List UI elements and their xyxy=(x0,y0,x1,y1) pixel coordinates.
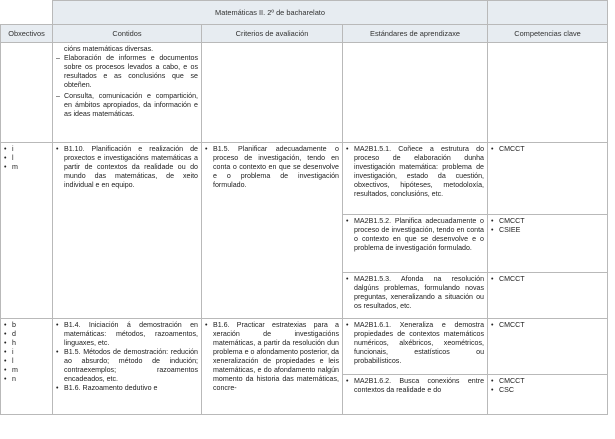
cell-competencias xyxy=(488,143,608,215)
table-title: Matemáticas II. 2º de bacharelato xyxy=(53,1,488,25)
list-item: • B1.4. Iniciación á demostración en matemáticas: métodos, razoamentos, linguaxes, etc. xyxy=(56,321,198,348)
list-item: • MA2B1.5.2. Planifica adecuadamente o proceso de investigación, tendo en conta o contexto en que se desenvolve e o problema de investigación formulado. xyxy=(346,217,484,253)
cell-criterios xyxy=(202,319,343,415)
list-item: • CSIEE xyxy=(491,226,604,235)
list-item: • B1.5. Métodos de demostración: redución ao absurdo; método de indución; contraexemplos; razoamentos encadeados, etc. xyxy=(56,348,198,384)
list-item: • i xyxy=(4,348,49,357)
list-item: • CMCCT xyxy=(491,145,604,154)
list-item: • i xyxy=(4,145,49,154)
col-header-competencias: Competencias clave xyxy=(488,25,608,43)
list-item: • m xyxy=(4,163,49,172)
cell-obxectivos xyxy=(1,43,53,143)
list-item: • l xyxy=(4,154,49,163)
list-item: • b xyxy=(4,321,49,330)
list-item: • MA2B1.6.1. Xeneraliza e demostra propiedades de contextos matemáticos numéricos, alxébricos, xeométricos, funcionais, estatísticos ou probabilísticos. xyxy=(346,321,484,366)
list-item: • CMCCT xyxy=(491,377,604,386)
table-row xyxy=(1,319,608,375)
cell-competencias xyxy=(488,273,608,319)
list-item: • h xyxy=(4,339,49,348)
column-header-row xyxy=(1,25,608,43)
cell-contidos xyxy=(53,43,202,143)
col-header-estandares: Estándares de aprendizaxe xyxy=(343,25,488,43)
col-header-obxectivos: Obxectivos xyxy=(1,25,53,43)
list-item: • CMCCT xyxy=(491,321,604,330)
list-item: • MA2B1.5.1. Coñece a estrutura do proceso de elaboración dunha investigación matemática: problema de investigación, estado da cuestión, obxectivos, hipóteses, metodoloxía, resultados, conclusións, etc. xyxy=(346,145,484,199)
cell-competencias xyxy=(488,215,608,273)
list-item: • CSC xyxy=(491,386,604,395)
cell-estandares xyxy=(343,319,488,375)
list-item: – Elaboración de informes e documentos sobre os procesos levados a cabo, e os resultados e as conclusións que se obteñen. xyxy=(56,54,198,90)
list-item: • MA2B1.6.2. Busca conexións entre contextos da realidade e do xyxy=(346,377,484,395)
col-header-criterios: Criterios de avaliación xyxy=(202,25,343,43)
cell-criterios xyxy=(202,43,343,143)
list-item: • CMCCT xyxy=(491,217,604,226)
cell-estandares xyxy=(343,143,488,215)
list-item: • B1.6. Razoamento dedutivo e xyxy=(56,384,198,393)
cell-competencias xyxy=(488,375,608,415)
cell-contidos xyxy=(53,143,202,319)
table-row xyxy=(1,143,608,215)
cell-estandares xyxy=(343,43,488,143)
list-item: • m xyxy=(4,366,49,375)
list-item: • MA2B1.5.3. Afonda na resolución dalgúns problemas, formulando novas preguntas, xeneralizando a situación ou os resultados, etc. xyxy=(346,275,484,311)
cell-estandares xyxy=(343,215,488,273)
col-header-contidos: Contidos xyxy=(53,25,202,43)
list-item: • B1.5. Planificar adecuadamente o proceso de investigación, tendo en conta o contexto en que se desenvolve e o problema de investigación formulado. xyxy=(205,145,339,190)
list-item: • B1.6. Practicar estratexias para a xeración de investigacións matemáticas, a partir da resolución dun problema e o afondamento posterior, da xeneralización de propiedades e leis matemáticas, e do afondamento nalgún momento da historia das matemáticas, concre- xyxy=(205,321,339,393)
list-item: • l xyxy=(4,357,49,366)
cell-competencias xyxy=(488,319,608,375)
table-title-row xyxy=(1,1,608,25)
cell-obxectivos xyxy=(1,143,53,319)
table-row xyxy=(1,43,608,143)
list-item: • n xyxy=(4,375,49,384)
contido-continuation: cións matemáticas diversas. xyxy=(64,45,154,53)
list-item: • CMCCT xyxy=(491,275,604,284)
cell-competencias xyxy=(488,43,608,143)
title-corner xyxy=(1,1,53,25)
list-item: • d xyxy=(4,330,49,339)
cell-contidos xyxy=(53,319,202,415)
title-right xyxy=(488,1,608,25)
cell-estandares xyxy=(343,273,488,319)
cell-criterios xyxy=(202,143,343,319)
cell-obxectivos xyxy=(1,319,53,415)
list-item: – Consulta, comunicación e compartición, en ámbitos apropiados, da información e as ideas matemáticas. xyxy=(56,92,198,119)
list-item: • B1.10. Planificación e realización de proxectos e investigacións matemáticas a partir de contextos da realidade ou do mundo das matemáticas, de xeito individual e en equipo. xyxy=(56,145,198,190)
cell-estandares xyxy=(343,375,488,415)
